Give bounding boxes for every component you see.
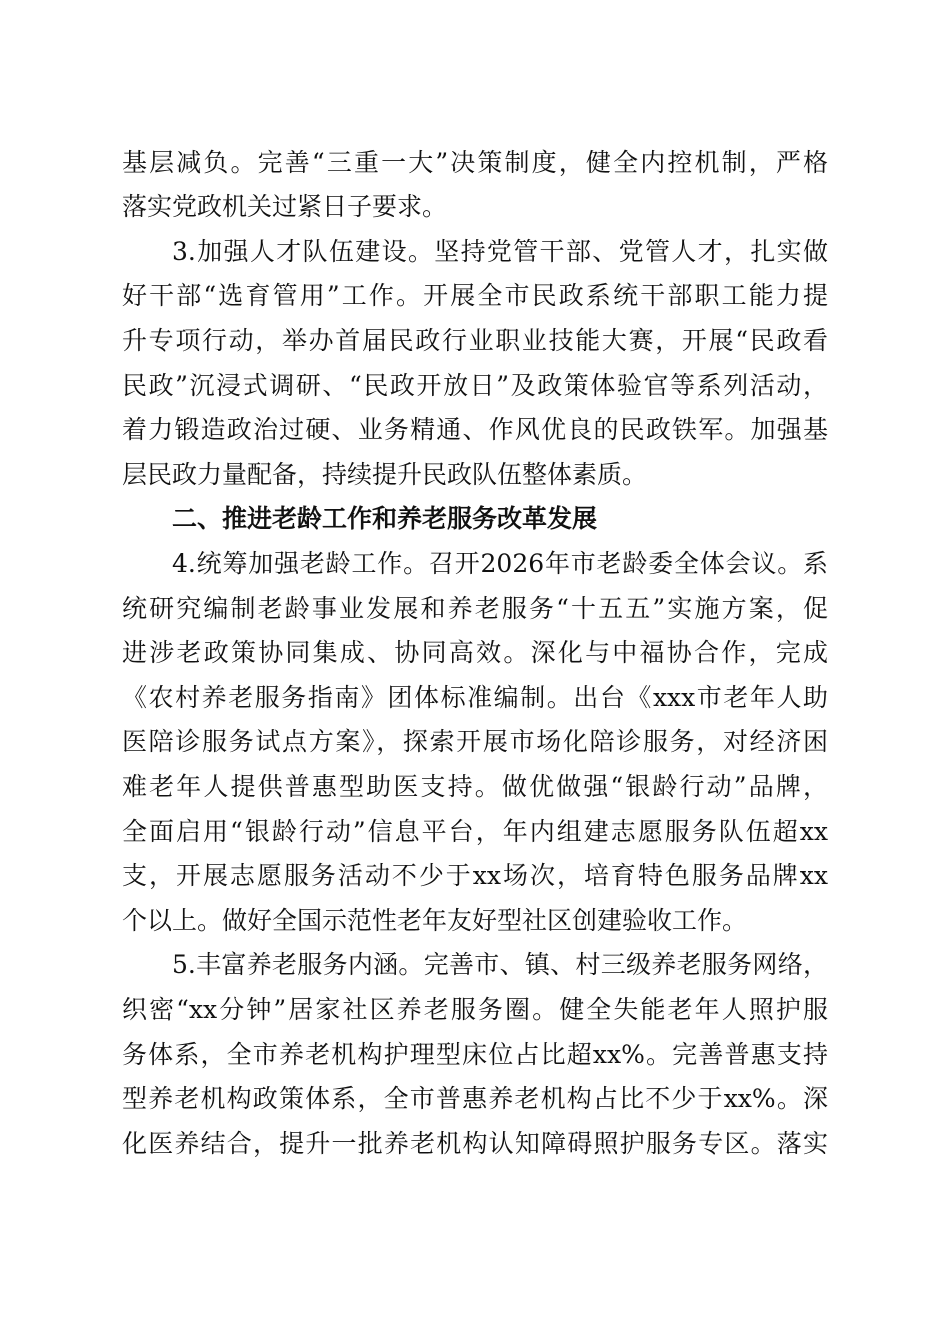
paragraph-line: 升专项行动，举办首届民政行业职业技能大赛，开展“民政看 (122, 326, 828, 355)
paragraph-line: 4.统筹加强老龄工作。召开2026年市老龄委全体会议。系 (172, 549, 828, 578)
paragraph-line: 基层减负。完善“三重一大”决策制度，健全内控机制，严格 (122, 148, 828, 177)
paragraph-line: 进涉老政策协同集成、协同高效。深化与中福协合作，完成 (122, 638, 828, 667)
paragraph-line: 织密“xx分钟”居家社区养老服务圈。健全失能老年人照护服 (122, 995, 828, 1024)
paragraph-line: 层民政力量配备，持续提升民政队伍整体素质。 (122, 460, 648, 489)
paragraph-line: 《农村养老服务指南》团体标准编制。出台《xxx市老年人助 (122, 683, 828, 712)
paragraph-line: 民政”沉浸式调研、“民政开放日”及政策体验官等系列活动， (122, 371, 828, 400)
paragraph-line: 好干部“选育管用”工作。开展全市民政系统干部职工能力提 (122, 281, 828, 310)
paragraph-line: 务体系，全市养老机构护理型床位占比超xx%。完善普惠支持 (122, 1040, 828, 1069)
paragraph-line: 支，开展志愿服务活动不少于xx场次，培育特色服务品牌xx (122, 861, 828, 890)
paragraph-line: 着力锻造政治过硬、业务精通、作风优良的民政铁军。加强基 (122, 415, 828, 444)
paragraph-line: 化医养结合，提升一批养老机构认知障碍照护服务专区。落实 (122, 1129, 828, 1158)
paragraph-line: 难老年人提供普惠型助医支持。做优做强“银龄行动”品牌， (122, 772, 828, 801)
section-heading: 二、推进老龄工作和养老服务改革发展 (172, 504, 598, 533)
paragraph-line: 全面启用“银龄行动”信息平台，年内组建志愿服务队伍超xx (122, 817, 828, 846)
paragraph-line: 落实党政机关过紧日子要求。 (122, 192, 448, 221)
paragraph-line: 个以上。做好全国示范性老年友好型社区创建验收工作。 (122, 906, 748, 935)
paragraph-line: 5.丰富养老服务内涵。完善市、镇、村三级养老服务网络， (172, 950, 828, 979)
paragraph-line: 型养老机构政策体系，全市普惠养老机构占比不少于xx%。深 (122, 1084, 828, 1113)
paragraph-line: 医陪诊服务试点方案》，探索开展市场化陪诊服务，对经济困 (122, 727, 828, 756)
paragraph-line: 统研究编制老龄事业发展和养老服务“十五五”实施方案，促 (122, 594, 828, 623)
paragraph-line: 3.加强人才队伍建设。坚持党管干部、党管人才，扎实做 (172, 237, 828, 266)
